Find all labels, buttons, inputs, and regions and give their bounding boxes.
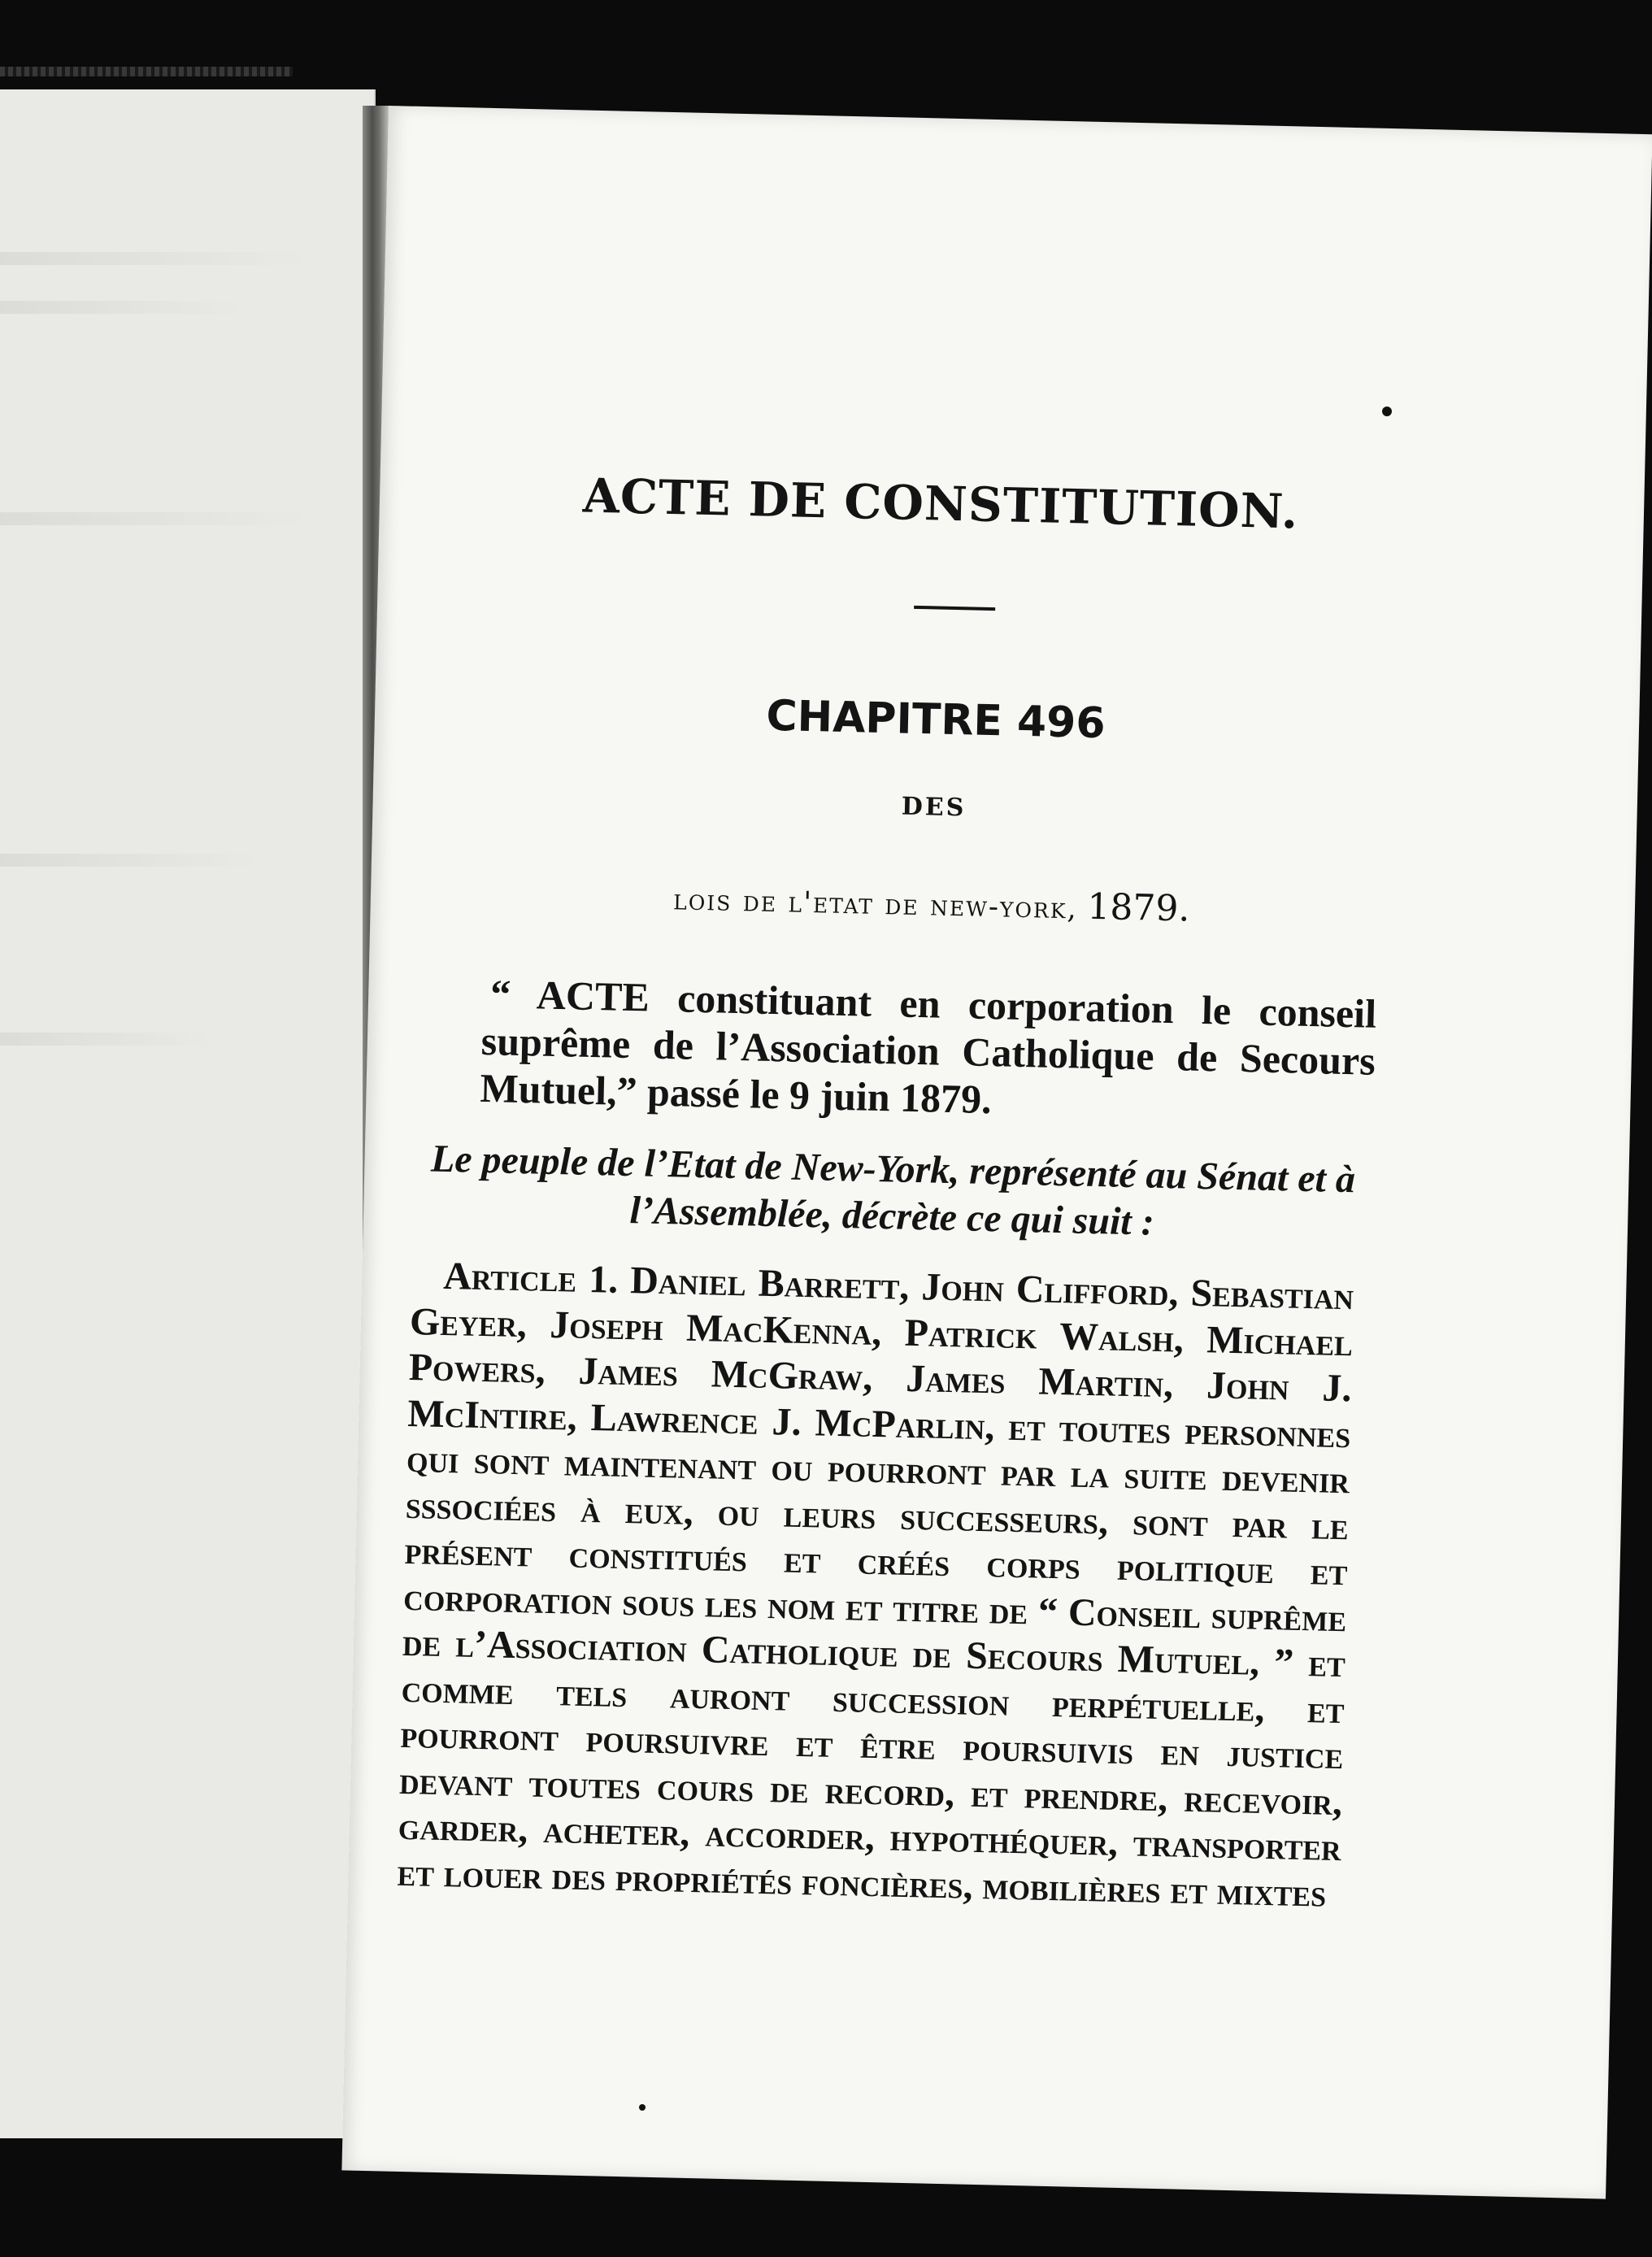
article-1-paragraph [397,1253,1354,1917]
bleed-through-line [0,301,244,314]
laws-year: 1879. [1086,885,1191,930]
chapter-heading: CHAPITRE 496 [765,691,1106,749]
bleed-through-line [0,252,309,265]
article-text: Daniel Barrett, John Clifford, Sebastian Geyer, Joseph MacKenna, Patrick Walsh, Michael Powers, James McGraw, James Martin, John J. McIntire, Lawrence J. McParlin, et toutes personnes qui sont maintenant ou pourront par la suite devenir sssociées à eux, ou leurs successeurs, sont par le présent constitués et créés corps politique et corporation sous les nom et titre de “ Conseil suprême de l’Association Catholique de Secours Mutuel, ” et comme tels auront succession perpétuelle, et pourront poursuivre et être poursuivis en justice devant toutes cours de record, et prendre, recevoir, garder, acheter, accorder, hypothéquer, transporter et louer des propriétés foncières, mobilières et mixtes [397,1259,1354,1916]
enacting-clause: Le peuple de l’Etat de New-York, représenté au Sénat et à l’Assemblée, décrète ce qui suit : [430,1137,1356,1244]
bleed-through-line [0,512,309,525]
title-rule [914,606,995,611]
bleed-through-line [0,854,260,867]
document-page [341,106,1652,2199]
left-facing-page [0,89,376,2138]
laws-heading-text: lois de l'etat de new-york, [672,883,1079,926]
article-label: Article 1. [442,1254,619,1302]
scan-edge-strip [0,67,293,76]
page-speck [1382,407,1392,416]
laws-heading [484,872,1379,934]
bleed-through-line [0,1033,211,1046]
page-title: ACTE DE CONSTITUTION. [582,467,1299,540]
page-text-block [397,107,1380,1916]
des-heading: DES [901,792,967,823]
page-speck [639,2104,646,2111]
act-title-paragraph: “ ACTE constituant en corporation le conseil suprême de l’Association Catholique de Secours Mutuel,” passé le 9 juin 1879. [479,971,1377,1123]
